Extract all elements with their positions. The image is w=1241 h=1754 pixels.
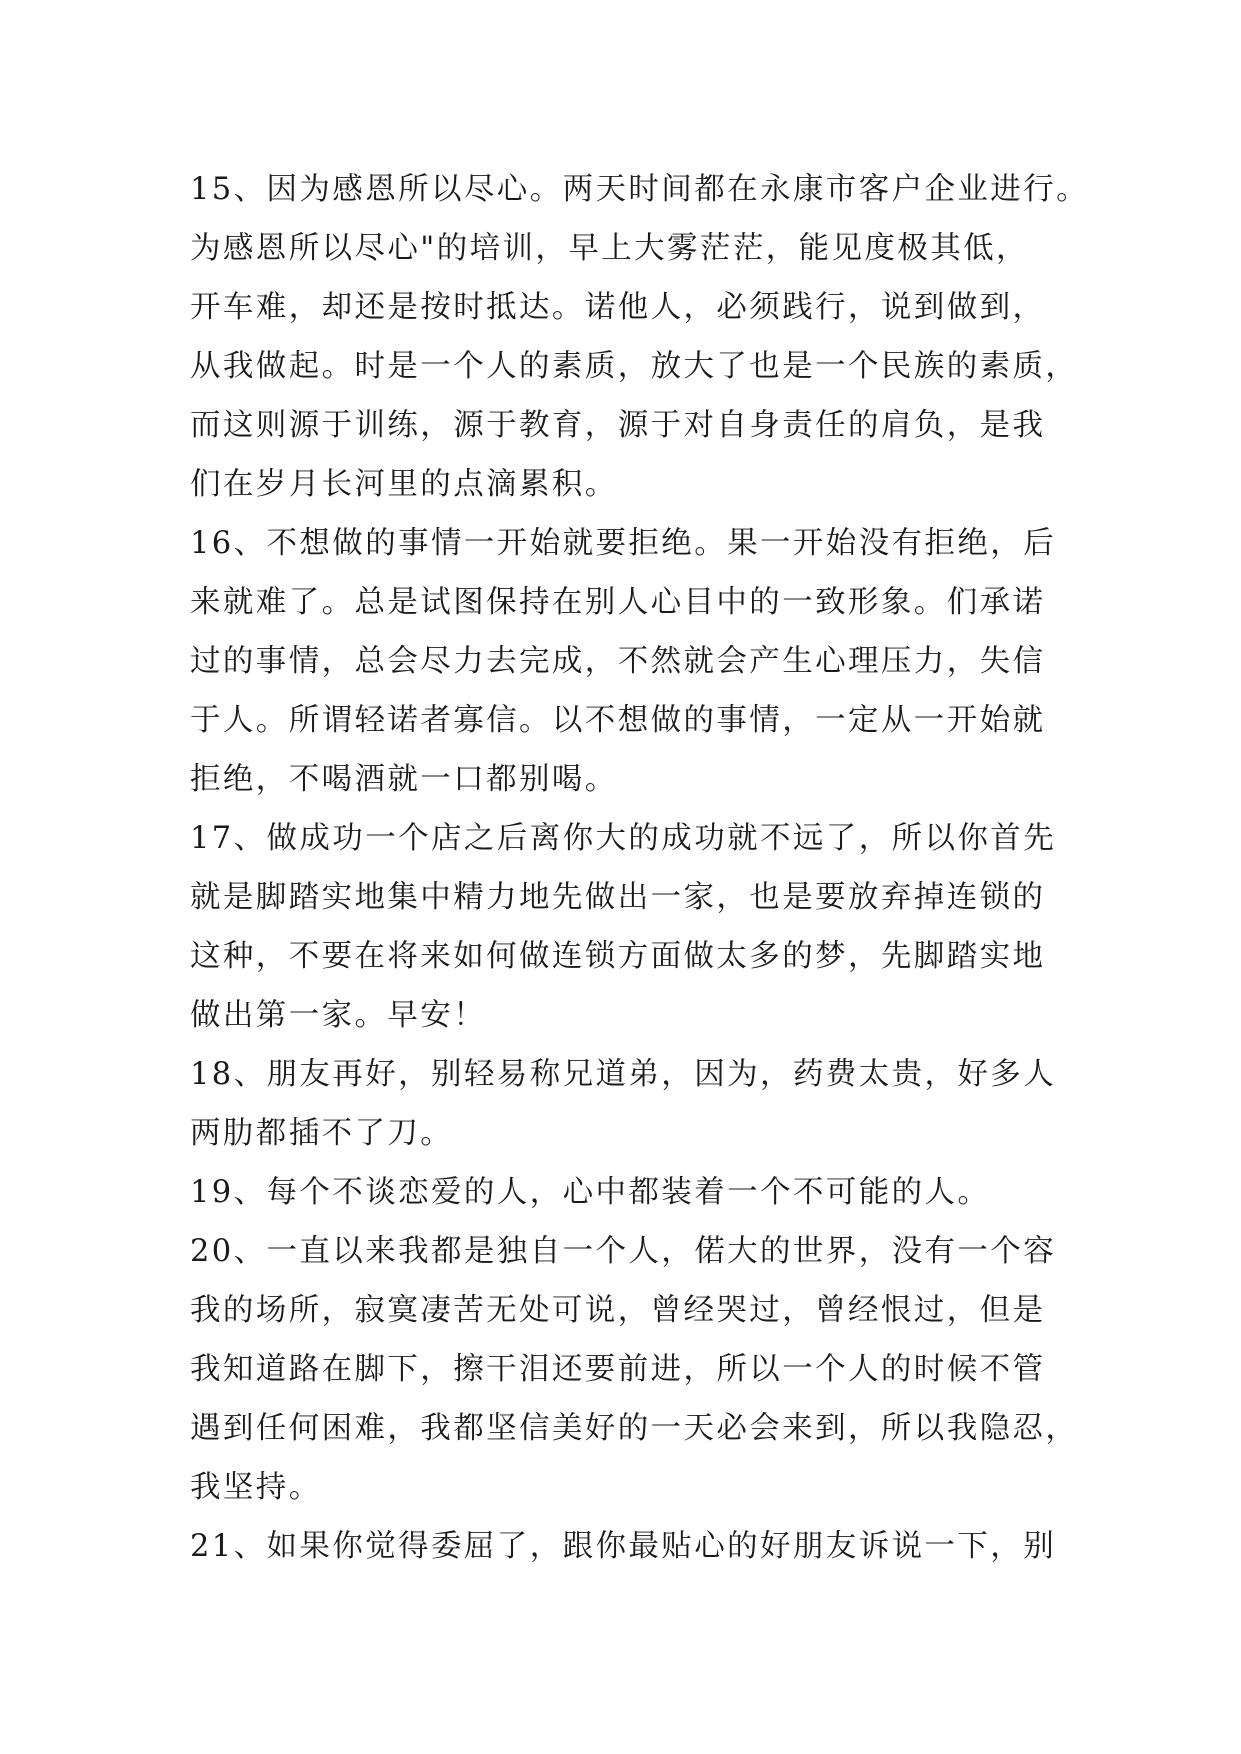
text-line: 16、不想做的事情一开始就要拒绝。果一开始没有拒绝，后 [190,526,1057,561]
document-body [190,160,1090,1576]
text-line: 17、做成功一个店之后离你大的成功就不远了，所以你首先 [190,821,1057,856]
text-line: 两肋都插不了刀。 [190,1116,454,1151]
text-line: 从我做起。时是一个人的素质，放大了也是一个民族的素质， [190,349,1079,384]
text-line: 来就难了。总是试图保持在别人心目中的一致形象。们承诺 [190,585,1046,620]
text-line: 我坚持。 [190,1470,322,1505]
text-line: 做出第一家。早安！ [190,998,487,1033]
text-line: 这种，不要在将来如何做连锁方面做太多的梦，先脚踏实地 [190,939,1046,974]
text-line: 15、因为感恩所以尽心。两天时间都在永康市客户企业进行。 [190,172,1090,207]
text-line: 为感恩所以尽心"的培训，早上大雾茫茫，能见度极其低， [190,231,1029,266]
text-line: 我的场所，寂寞凄苦无处可说，曾经哭过，曾经恨过，但是 [190,1293,1046,1328]
text-line: 21、如果你觉得委屈了，跟你最贴心的好朋友诉说一下，别 [190,1529,1057,1564]
text-line: 18、朋友再好，别轻易称兄道弟，因为，药费太贵，好多人 [190,1057,1057,1092]
text-line: 过的事情，总会尽力去完成，不然就会产生心理压力，失信 [190,644,1046,679]
text-line: 19、每个不谈恋爱的人，心中都装着一个不可能的人。 [190,1175,991,1210]
text-line: 就是脚踏实地集中精力地先做出一家，也是要放弃掉连锁的 [190,880,1046,915]
text-line: 拒绝，不喝酒就一口都别喝。 [190,762,618,797]
text-line: 于人。所谓轻诺者寡信。以不想做的事情，一定从一开始就 [190,703,1046,738]
text-line: 们在岁月长河里的点滴累积。 [190,467,618,502]
text-line: 而这则源于训练，源于教育，源于对自身责任的肩负，是我 [190,408,1046,443]
text-line: 遇到任何困难，我都坚信美好的一天必会来到，所以我隐忍， [190,1411,1079,1446]
text-line: 我知道路在脚下，擦干泪还要前进，所以一个人的时候不管 [190,1352,1046,1387]
text-line: 20、一直以来我都是独自一个人，偌大的世界，没有一个容 [190,1234,1057,1269]
text-line: 开车难，却还是按时抵达。诺他人，必须践行，说到做到， [190,290,1046,325]
